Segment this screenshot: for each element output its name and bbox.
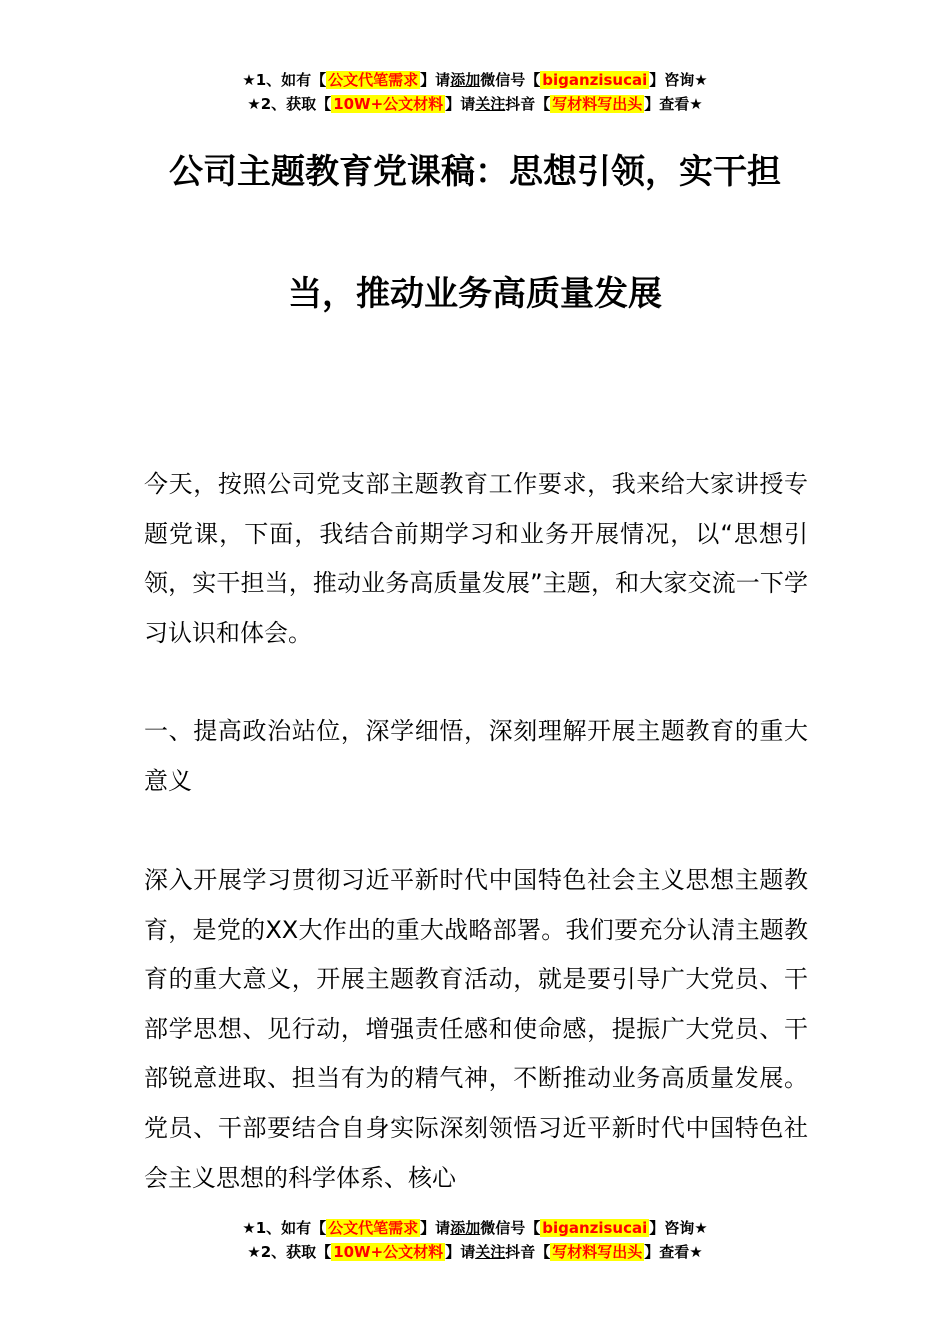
- promo-line1-text: 】请: [420, 1219, 451, 1237]
- promo-line1-text-2: 微信号【: [480, 71, 541, 89]
- footer-promo-banner: [0, 1216, 950, 1264]
- promo-line-2: [0, 1240, 950, 1264]
- promo-line2-highlight-materials: 10W+公文材料: [333, 95, 444, 113]
- promo-line-2: [0, 92, 950, 116]
- promo-line1-highlight-wechat: biganzisucai: [542, 1219, 648, 1237]
- promo-line2-text-2: 抖音【: [505, 95, 551, 113]
- promo-line1-prefix: ★1、如有【: [242, 71, 327, 89]
- promo-line2-suffix: 】查看★: [644, 1243, 703, 1261]
- promo-line1-highlight-service: 公文代笔需求: [328, 71, 419, 89]
- promo-line-1: [0, 68, 950, 92]
- header-promo-banner: [0, 68, 950, 116]
- promo-line2-text: 】请: [445, 1243, 476, 1261]
- promo-line1-highlight-service: 公文代笔需求: [328, 1219, 419, 1237]
- document-title-line-2: 当，推动业务高质量发展: [288, 274, 662, 314]
- promo-line1-underlined: 添加: [450, 71, 481, 89]
- section-1-heading: 一、提高政治站位，深学细悟，深刻理解开展主题教育的重大意义: [144, 717, 808, 795]
- promo-line2-highlight-materials: 10W+公文材料: [333, 1243, 444, 1261]
- section-1-body: 深入开展学习贯彻习近平新时代中国特色社会主义思想主题教育，是党的XX大作出的重大战略部署。我们要充分认清主题教育的重大意义，开展主题教育活动，就是要引导广大党员、干部学思想、见行动，增强责任感和使命感，提振广大党员、干部锐意进取、担当有为的精气神，不断推动业务高质量发展。党员、干部要结合自身实际深刻领悟习近平新时代中国特色社会主义思想的科学体系、核心: [144, 866, 808, 1192]
- promo-line2-highlight-douyin: 写材料写出头: [552, 1243, 643, 1261]
- promo-line2-highlight-douyin: 写材料写出头: [552, 95, 643, 113]
- promo-line2-prefix: ★2、获取【: [247, 1243, 332, 1261]
- promo-line1-suffix: 】咨询★: [649, 1219, 708, 1237]
- promo-line2-underlined: 关注: [475, 1243, 506, 1261]
- promo-line2-prefix: ★2、获取【: [247, 95, 332, 113]
- promo-line1-text-2: 微信号【: [480, 1219, 541, 1237]
- promo-line1-text: 】请: [420, 71, 451, 89]
- promo-line1-highlight-wechat: biganzisucai: [542, 71, 648, 89]
- document-title-line-1: 公司主题教育党课稿：思想引领，实干担: [169, 152, 781, 192]
- promo-line1-prefix: ★1、如有【: [242, 1219, 327, 1237]
- promo-line2-text: 】请: [445, 95, 476, 113]
- promo-line-1: [0, 1216, 950, 1240]
- promo-line2-underlined: 关注: [475, 95, 506, 113]
- promo-line1-underlined: 添加: [450, 1219, 481, 1237]
- promo-line1-suffix: 】咨询★: [649, 71, 708, 89]
- promo-line2-suffix: 】查看★: [644, 95, 703, 113]
- intro-paragraph: 今天，按照公司党支部主题教育工作要求，我来给大家讲授专题党课，下面，我结合前期学习和业务开展情况，以“思想引领，实干担当，推动业务高质量发展”主题，和大家交流一下学习认识和体会。: [144, 470, 808, 647]
- promo-line2-text-2: 抖音【: [505, 1243, 551, 1261]
